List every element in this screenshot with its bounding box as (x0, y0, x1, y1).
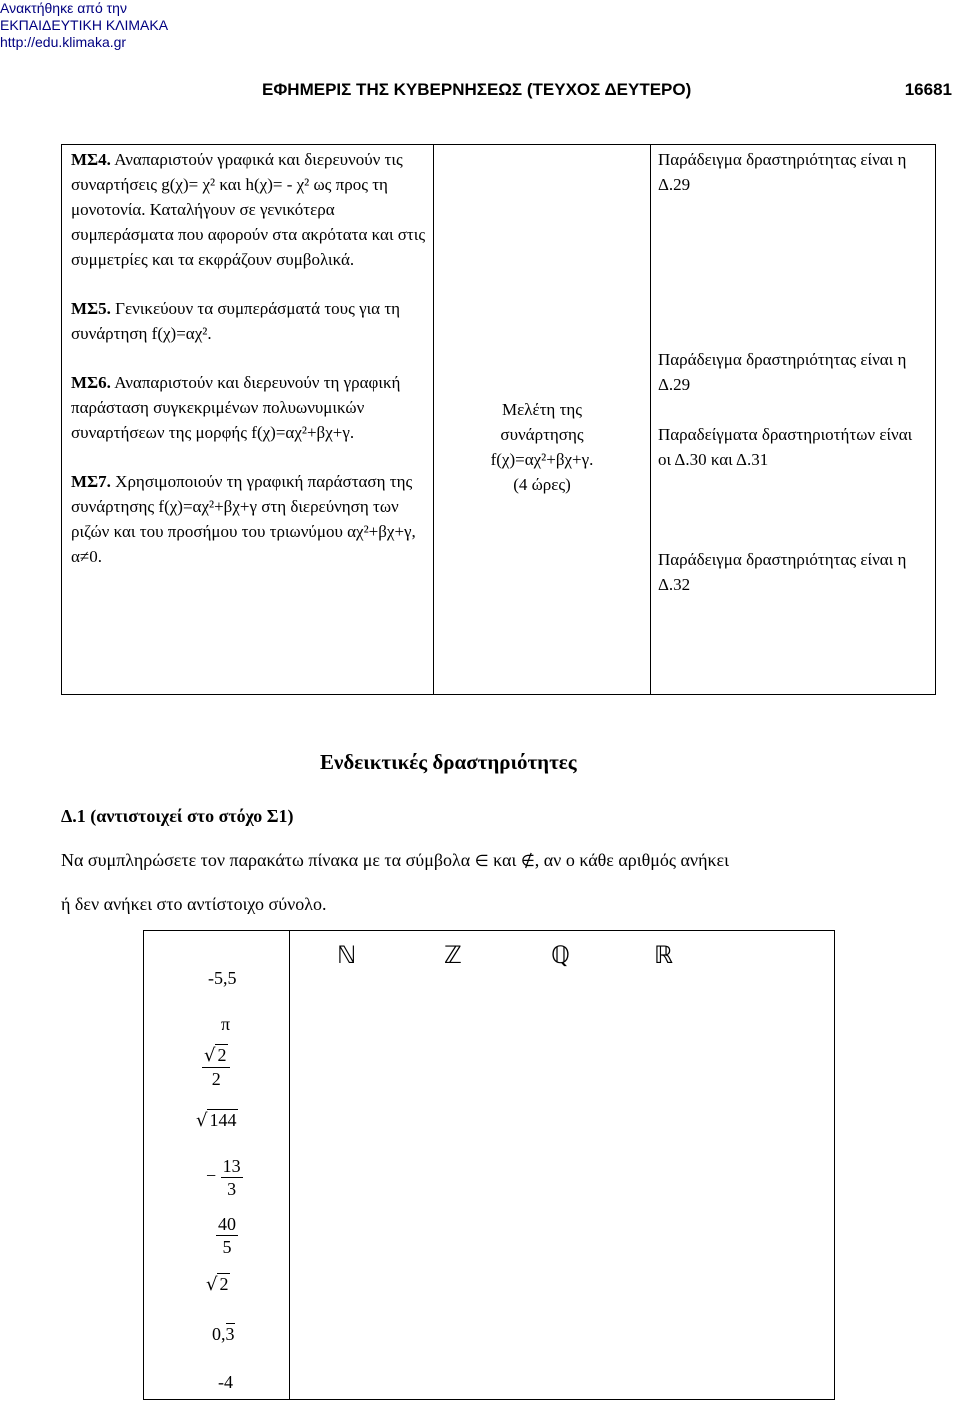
row-label: − $\frac{13}{3}$ (206, 1156, 241, 1199)
section-title: Ενδεικτικές δραστηριότητες (320, 750, 577, 774)
content-hours: (4 ώρες) (513, 475, 571, 494)
curriculum-table (61, 144, 936, 695)
content-line: f(χ)=αχ²+βχ+γ. (490, 450, 594, 469)
grid-divider (289, 931, 290, 1399)
content-line: Μελέτη της (501, 400, 583, 419)
row-label: √ 2 (206, 1274, 229, 1295)
example-ref: Παράδειγμα δραστηριότητας είναι η Δ.29 (658, 350, 907, 394)
column-header-reals: ℝ (654, 941, 674, 969)
objective-ms5: ΜΣ5. Γενικεύουν τα συμπεράσματά τους για τη συνάρτηση f(χ)=αχ². (71, 299, 401, 343)
activity-instruction: Να συμπληρώσετε τον παρακάτω πίνακα με τα σύμβολα ∈ και ∉, αν ο κάθε αριθμός ανήκει (61, 850, 729, 870)
example-ref: Παράδειγμα δραστηριότητας είναι η Δ.32 (658, 550, 907, 594)
source-stamp (0, 0, 168, 51)
row-label: π (221, 1014, 231, 1034)
column-header-rationals: ℚ (551, 941, 570, 969)
square-root-icon: √ (196, 1110, 208, 1131)
objective-ms6: ΜΣ6. Αναπαριστούν και διερευνούν τη γραφική παράσταση συγκεκριμένων πολυωνυμικών συναρτήσεων της μορφής f(χ)=αχ²+βχ+γ. (71, 373, 401, 442)
page-number: 16681 (904, 80, 952, 99)
square-root-icon: √ (206, 1274, 218, 1295)
objective-ms4: ΜΣ4. Αναπαριστούν γραφικά και διερευνούν τις συναρτήσεις g(χ)= χ² και h(χ)= - χ² ως προς τη μονοτονία. Καταλήγουν σε γενικότερα συμπεράσματα που αφορούν στα ακρότατα και στις συμμετρίες και τα εκφράζουν συμβολικά. (71, 150, 426, 269)
square-root-icon: √ (204, 1045, 216, 1066)
source-line-2: ΕΚΠΑΙΔΕΥΤΙΚΗ ΚΛΙΜΑΚΑ (0, 17, 169, 33)
repeating-digit: 3 (225, 1324, 235, 1344)
column-header-integers: ℤ (444, 941, 462, 969)
element-of-symbol: ∈ (474, 851, 489, 870)
number-sets-table (143, 930, 835, 1400)
source-line-1: Ανακτήθηκε από την (0, 0, 127, 16)
row-label: -4 (218, 1372, 233, 1392)
content-line: συνάρτησης (500, 425, 584, 444)
source-link[interactable]: http://edu.klimaka.gr (0, 34, 127, 50)
row-label: 0,3 (212, 1324, 235, 1344)
example-ref: Παράδειγμα δραστηριότητας είναι η Δ.29 (658, 150, 907, 194)
activity-heading: Δ.1 (αντιστοιχεί στο στόχο Σ1) (61, 806, 294, 826)
column-header-naturals: ℕ (337, 941, 357, 969)
activity-instruction-line2: ή δεν ανήκει στο αντίστοιχο σύνολο. (61, 894, 327, 914)
row-label: $\frac{√ 2}{2}$ (202, 1044, 230, 1090)
column-divider (650, 145, 651, 694)
row-label: $\frac{40}{5}$ (218, 1214, 236, 1257)
row-label: √ 144 (196, 1110, 237, 1131)
objective-ms7: ΜΣ7. Χρησιμοποιούν τη γραφική παράσταση της συνάρτησης f(χ)=αχ²+βχ+γ στη διερεύνηση των ριζών και του προσήμου του τριωνύμου αχ²+βχ+γ, α≠0. (71, 472, 416, 566)
row-label: -5,5 (208, 968, 237, 988)
objectives-column (71, 147, 427, 569)
gazette-title: ΕΦΗΜΕΡΙΣ ΤΗΣ ΚΥΒΕΡΝΗΣΕΩΣ (ΤΕΥΧΟΣ ΔΕΥΤΕΡΟ) (262, 80, 692, 99)
content-column (434, 397, 650, 497)
not-element-of-symbol: ∉ (520, 851, 535, 870)
example-ref: Παραδείγματα δραστηριοτήτων είναι οι Δ.30 και Δ.31 (658, 425, 913, 469)
